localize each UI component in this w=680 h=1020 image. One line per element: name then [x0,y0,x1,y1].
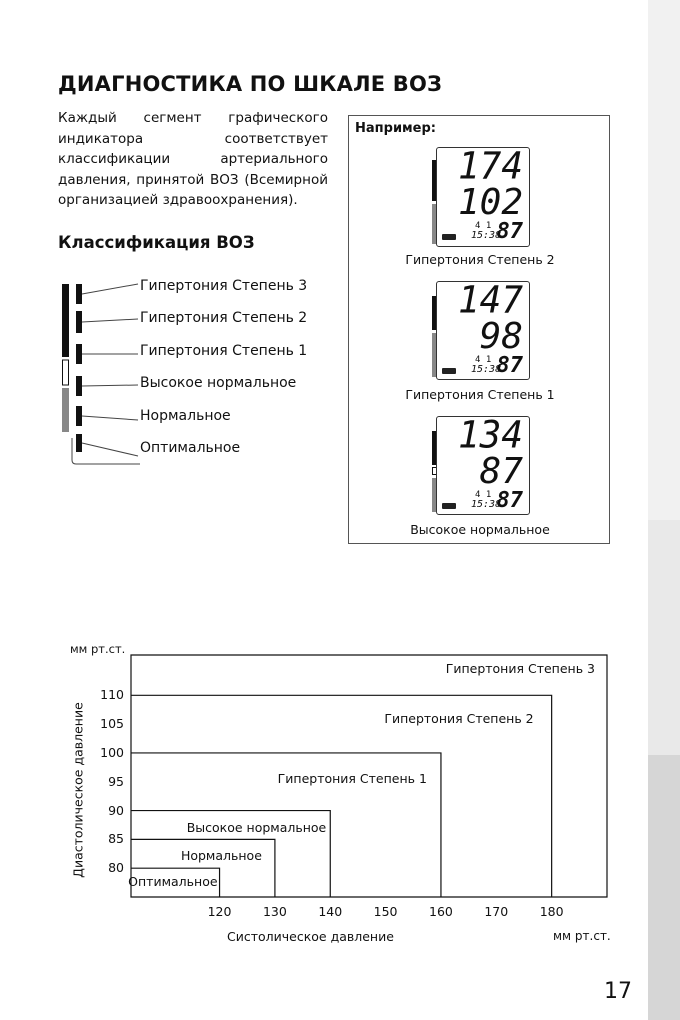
example3-pulse: 87 [496,488,523,513]
y-tick-label: 85 [108,831,124,847]
classification-label-optimal: Оптимальное [140,440,241,456]
example1-pulse: 87 [496,219,523,244]
example1-time: 15:38 [471,230,502,241]
example2-pulse: 87 [496,353,523,378]
example2-date: 4 1 [475,355,492,365]
example2-caption: Гипертония Степень 1 [405,387,555,402]
example2-diastolic: 98 [479,316,523,357]
example3-time: 15:38 [471,499,502,510]
example3-systolic: 134 [457,413,523,457]
example2-systolic: 147 [457,278,523,322]
x-tick-label: 120 [207,904,232,919]
y-tick-label: 100 [100,744,124,760]
y-tick-label: 80 [108,860,124,876]
zone-label: Высокое нормальное [186,819,327,835]
zone-label: Гипертония Степень 2 [384,711,534,727]
classification-label-grade3: Гипертония Степень 3 [140,278,308,294]
y-tick-label: 95 [108,773,124,789]
page-title: ДИАГНОСТИКА ПО ШКАЛЕ ВОЗ [58,72,443,96]
example3-date: 4 1 [475,490,492,500]
example1-diastolic: 102 [457,182,523,223]
zone-label: Оптимальное [128,874,218,890]
examples-title: Например: [355,121,436,136]
example2-time: 15:38 [471,364,502,375]
intro-paragraph: Каждый сегмент графического индикатора соответствует классификации артериального давления, принятой ВОЗ (Всемирной организацией здравоохранения). [58,110,328,208]
chart-y-unit: мм рт.ст. [70,642,126,656]
y-tick-label: 105 [100,716,124,732]
x-tick-label: 180 [539,904,564,919]
example1-caption: Гипертония Степень 2 [405,252,555,267]
x-tick-label: 160 [429,904,453,919]
chart-y-axis-label: Диастолическое давление [70,702,86,878]
classification-label-grade2: Гипертония Степень 2 [140,310,308,326]
example3-diastolic: 87 [479,451,523,492]
classification-label-grade1: Гипертония Степень 1 [140,343,308,359]
example1-date: 4 1 [475,221,492,231]
zone-label: Гипертония Степень 1 [277,770,427,786]
x-tick-label: 140 [318,904,343,919]
page-number: 17 [604,979,632,1004]
y-tick-label: 110 [100,687,124,703]
x-tick-label: 170 [484,904,509,919]
x-tick-label: 150 [373,904,398,919]
classification-heading: Классификация ВОЗ [58,233,255,252]
y-tick-label: 90 [108,802,124,818]
example1-systolic: 174 [457,144,523,188]
example3-caption: Высокое нормальное [410,522,550,537]
zone-label: Нормальное [180,848,262,864]
classification-label-normal: Нормальное [140,408,231,424]
chart-x-unit: мм рт.ст. [553,929,611,943]
chart-x-axis-label: Систолическое давление [227,929,394,944]
classification-label-high-normal: Высокое нормальное [140,375,297,391]
zone-label: Гипертония Степень 3 [445,661,595,676]
x-tick-label: 130 [262,904,287,919]
